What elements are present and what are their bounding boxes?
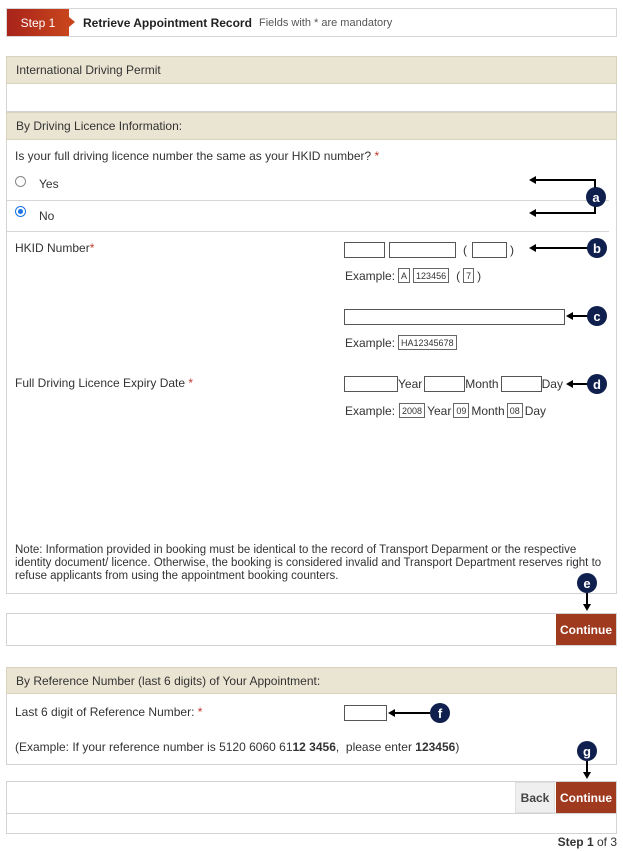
back-button[interactable]: Back (515, 782, 555, 813)
annotation-badge-c: c (587, 306, 607, 326)
month-label: Month (465, 377, 499, 391)
idp-section-title: International Driving Permit (16, 63, 161, 77)
annotation-badge-a: a (586, 187, 606, 207)
reference-section-header (6, 667, 617, 694)
annotation-line (395, 712, 430, 714)
licence-panel (6, 112, 617, 594)
annotation-arrow-icon (529, 176, 536, 184)
same-number-question: Is your full driving licence number the same as your HKID number? * (15, 149, 380, 163)
step-counter: Step 1 of 3 (557, 835, 617, 849)
reference-label: Last 6 digit of Reference Number: * (15, 705, 203, 719)
hkid-check-digit-input[interactable] (472, 242, 507, 258)
annotation-line (586, 593, 588, 604)
expiry-label: Full Driving Licence Expiry Date * (15, 376, 194, 390)
page-title: Retrieve Appointment Record (83, 16, 252, 30)
annotation-line (536, 212, 596, 214)
bottom-box (6, 814, 617, 834)
radio-yes[interactable] (15, 176, 26, 187)
step-arrow-icon (69, 17, 75, 27)
annotation-badge-g: g (577, 741, 597, 761)
divider (6, 200, 609, 201)
annotation-line (572, 315, 588, 317)
reference-number-input[interactable] (344, 705, 387, 721)
continue-button-reference[interactable]: Continue (556, 782, 616, 813)
licence-section-title: By Driving Licence Information: (16, 119, 183, 133)
paren-close: ) (510, 243, 514, 257)
mandatory-note: Fields with * are mandatory (259, 17, 393, 29)
button-bar (6, 613, 617, 646)
annotation-badge-b: b (587, 238, 607, 258)
idp-section-header (6, 56, 617, 84)
annotation-arrow-icon (388, 709, 395, 717)
annotation-line (536, 247, 588, 249)
day-label: Day (541, 377, 563, 391)
annotation-arrow-icon (529, 244, 536, 252)
radio-yes-label[interactable]: Yes (39, 177, 59, 191)
step-header (6, 8, 617, 37)
expiry-year-input[interactable] (344, 376, 398, 392)
expiry-month-input[interactable] (424, 376, 465, 392)
expiry-day-input[interactable] (501, 376, 542, 392)
annotation-badge-d: d (587, 374, 607, 394)
radio-no[interactable] (15, 206, 26, 217)
hkid-letter-input[interactable] (344, 242, 385, 258)
annotation-line (536, 179, 596, 181)
annotation-arrow-icon (529, 209, 536, 217)
annotation-badge-e: e (577, 573, 597, 593)
year-label: Year (398, 377, 423, 391)
annotation-arrow-icon (583, 604, 591, 611)
reference-example: (Example: If your reference number is 5120 6060 6112 3456, please enter 123456) (15, 740, 460, 754)
paren-open: ( (463, 243, 467, 257)
expiry-example: Example: 2008 Year 09 Month 08 Day (345, 403, 547, 418)
annotation-line (586, 761, 588, 772)
licence-section-header (6, 112, 617, 140)
licence-number-input[interactable] (344, 309, 565, 325)
hkid-label: HKID Number* (15, 241, 95, 255)
hkid-digits-input[interactable] (389, 242, 456, 258)
expiry-date-fields (344, 376, 563, 392)
continue-button-licence[interactable]: Continue (556, 614, 616, 645)
step-indicator: Step 1 (7, 9, 69, 36)
booking-note: Note: Information provided in booking must be identical to the record of Transport Deparment or the respective identity document/ licence. Otherwise, the booking is considered invalid and Transport Department reserves right to refuse applicants from using the appointment booking counters. (15, 544, 602, 582)
reference-section-title: By Reference Number (last 6 digits) of Your Appointment: (16, 673, 321, 688)
radio-no-label[interactable]: No (39, 209, 55, 223)
annotation-badge-f: f (430, 703, 450, 723)
hkid-example: Example: A 123456 ( 7 ) (345, 268, 482, 283)
annotation-arrow-icon (583, 772, 591, 779)
annotation-arrow-icon (566, 380, 573, 388)
licence-example: Example: HA12345678 (345, 335, 457, 350)
annotation-arrow-icon (566, 312, 573, 320)
divider (6, 231, 609, 232)
annotation-line (572, 383, 588, 385)
